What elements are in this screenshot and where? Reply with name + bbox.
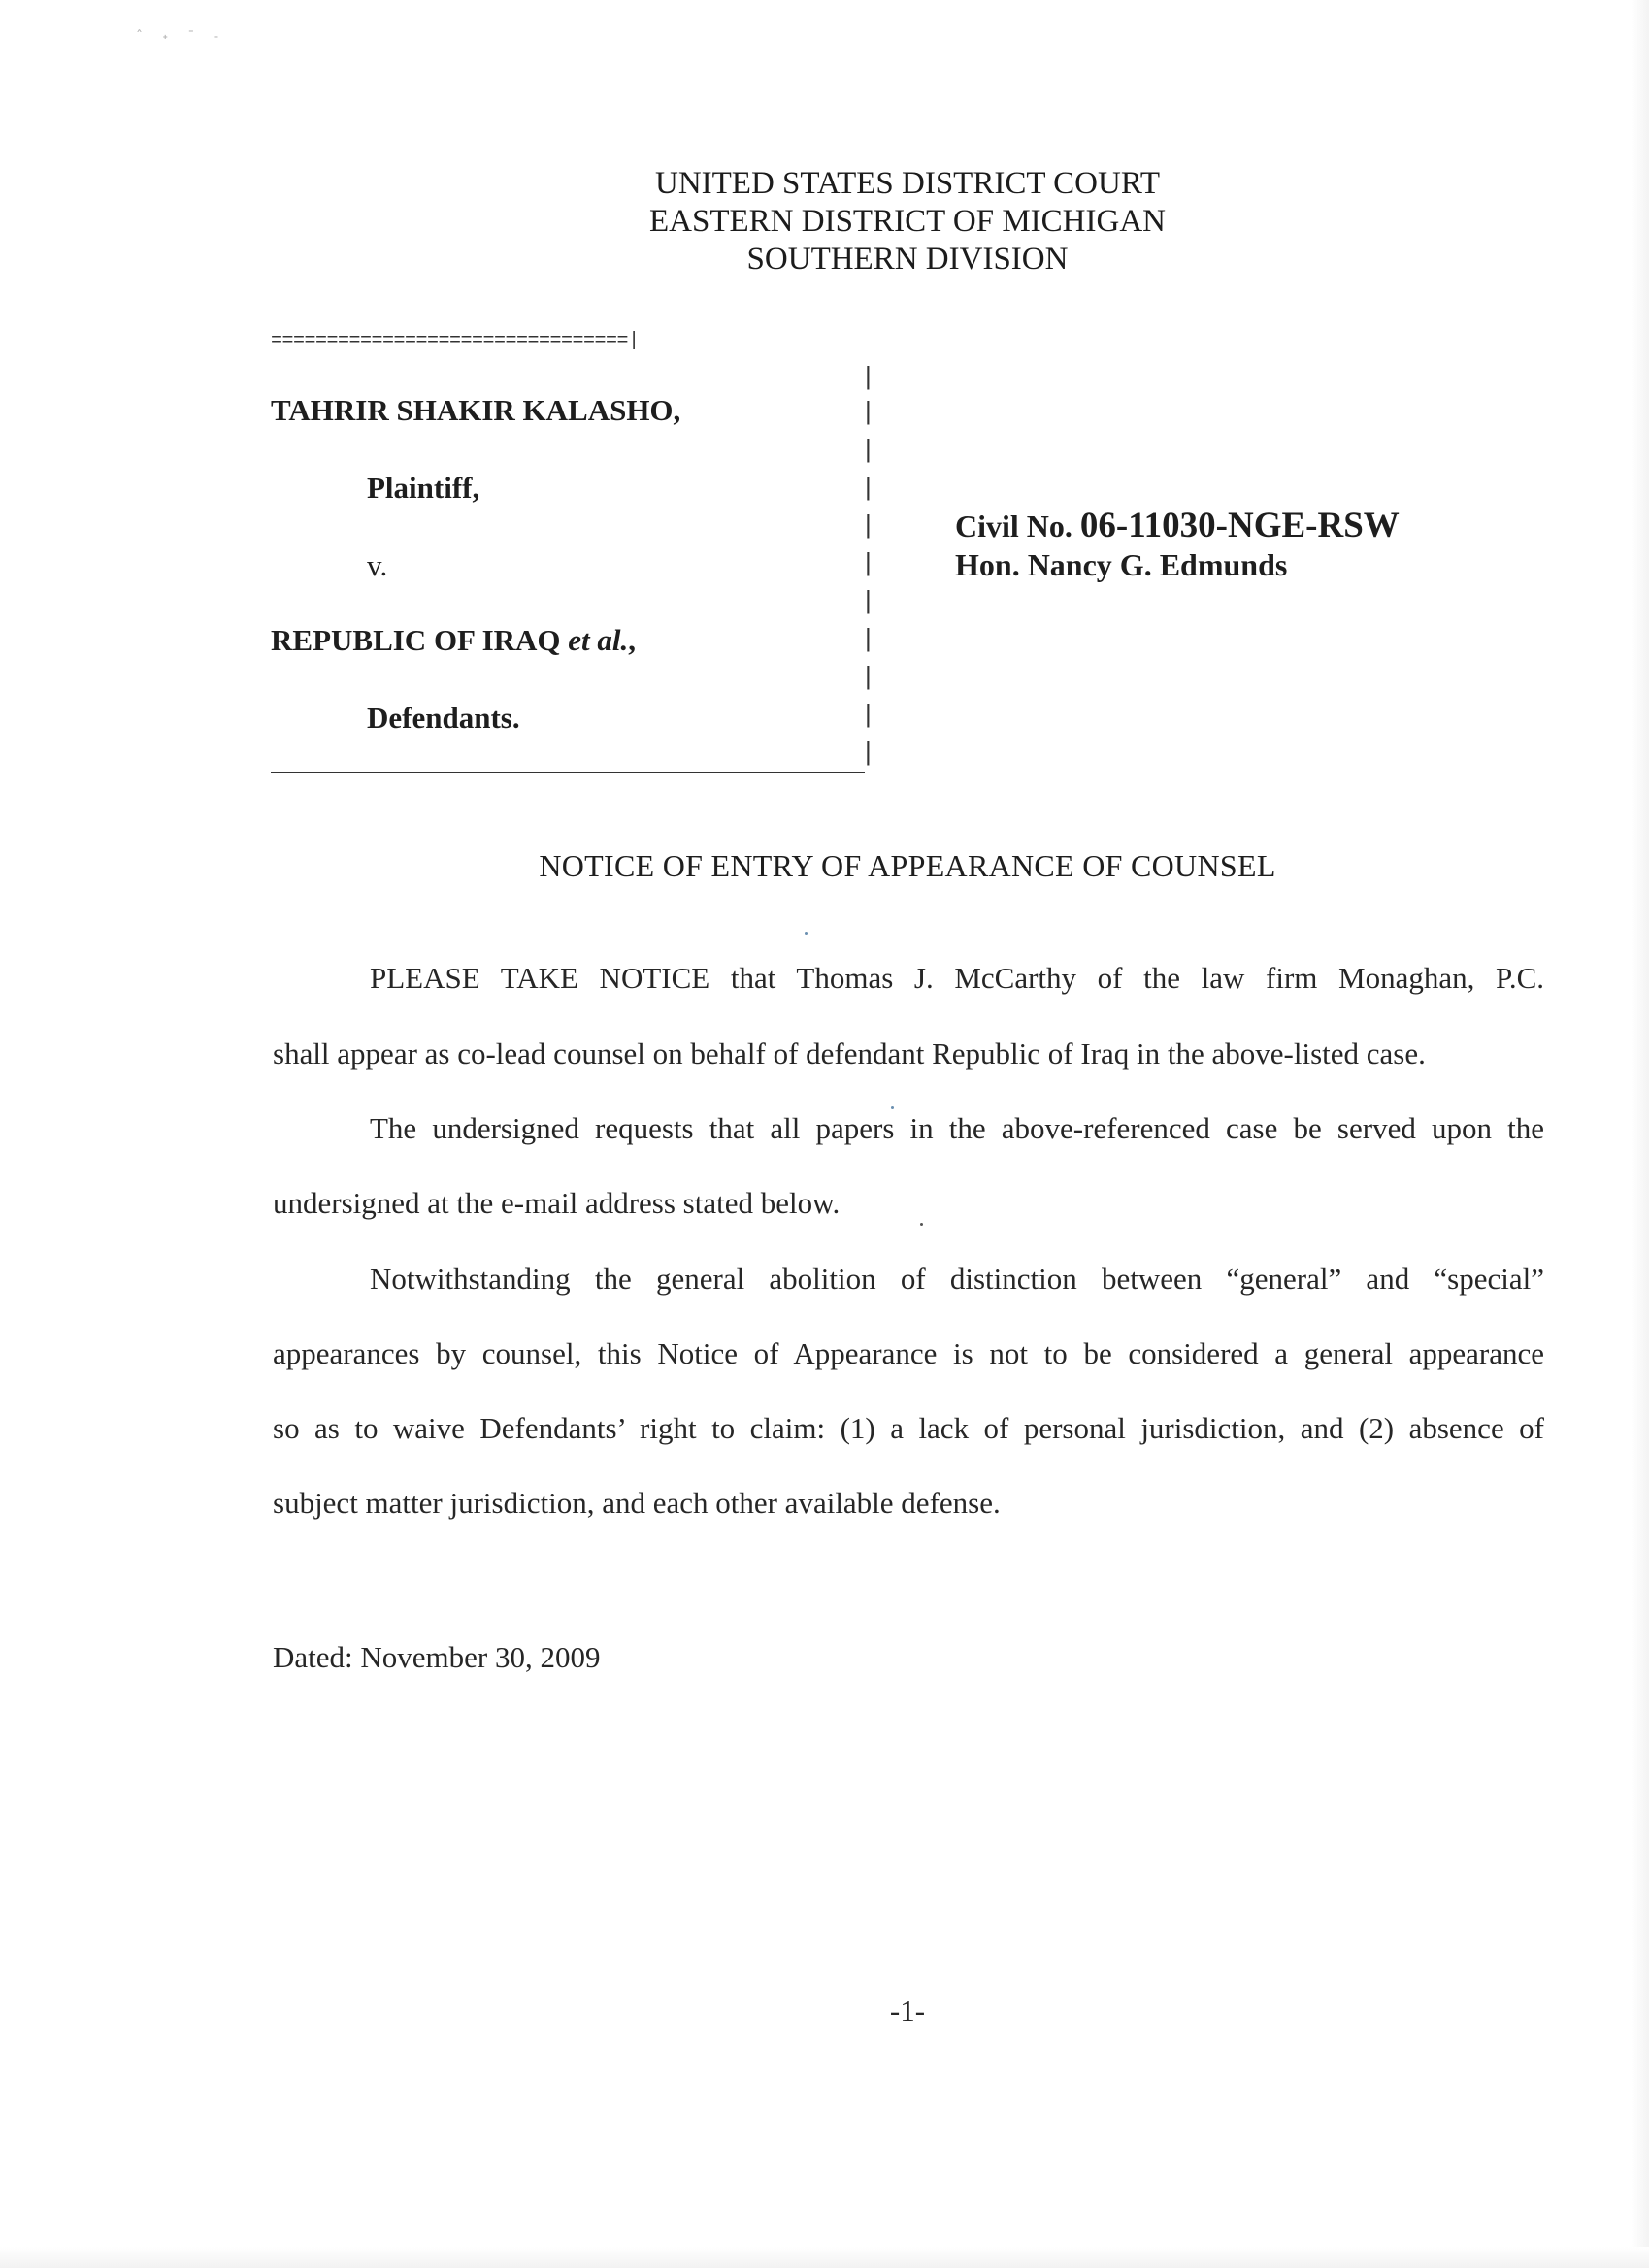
paragraph-3-line-2: appearances by counsel, this Notice of Appearance is not to be considered a general appearance xyxy=(273,1336,1544,1370)
civil-prefix: Civil No. xyxy=(955,509,1072,543)
caption-side-bar: | xyxy=(865,623,872,652)
caption-side-bar: | xyxy=(865,361,872,390)
caption-side-bar: | xyxy=(865,699,872,728)
court-header xyxy=(0,165,1649,279)
caption-side-bar: | xyxy=(865,472,872,501)
plaintiff-role: Plaintiff, xyxy=(367,471,480,505)
caption-top-rule: ================================| xyxy=(271,330,640,352)
civil-number-line xyxy=(955,507,1400,545)
caption-side-bar: | xyxy=(865,396,872,425)
paragraph-1-line-2: shall appear as co-lead counsel on behalf of defendant Republic of Iraq in the above-listed case. xyxy=(273,1036,1426,1070)
versus-label: v. xyxy=(367,548,388,582)
dated-line: Dated: November 30, 2009 xyxy=(273,1640,601,1674)
defendant-name-line xyxy=(271,623,636,658)
scan-speck xyxy=(805,932,808,935)
judge-name: Hon. Nancy G. Edmunds xyxy=(955,547,1288,582)
scan-speck xyxy=(891,1106,894,1109)
defendant-name: REPUBLIC OF IRAQ xyxy=(271,623,561,657)
court-name: UNITED STATES DISTRICT COURT xyxy=(654,166,1161,201)
defendant-comma: , xyxy=(628,623,637,657)
scan-speck xyxy=(920,1223,923,1226)
caption-side-bar: | xyxy=(865,509,872,539)
defendant-et-al: et al. xyxy=(568,623,629,657)
court-division: SOUTHERN DIVISION xyxy=(746,242,1069,277)
caption-side-bar: | xyxy=(865,585,872,614)
caption-bottom-rule xyxy=(271,772,865,773)
paragraph-3-line-1: Notwithstanding the general abolition of distinction between “general” and “special” xyxy=(370,1262,1544,1296)
defendant-role: Defendants. xyxy=(367,701,520,735)
paragraph-2-line-2: undersigned at the e-mail address stated below. xyxy=(273,1186,841,1220)
paragraph-3-line-4: subject matter jurisdiction, and each other available defense. xyxy=(273,1486,1001,1520)
paragraph-1-line-1: PLEASE TAKE NOTICE that Thomas J. McCarthy of the law firm Monaghan, P.C. xyxy=(370,961,1544,995)
caption-side-bar: | xyxy=(865,434,872,463)
plaintiff-name: TAHRIR SHAKIR KALASHO, xyxy=(271,393,681,427)
notice-title: NOTICE OF ENTRY OF APPEARANCE OF COUNSEL xyxy=(539,848,1276,883)
caption-side-bar: | xyxy=(865,661,872,690)
court-district: EASTERN DISTRICT OF MICHIGAN xyxy=(649,204,1166,239)
page-number: -1- xyxy=(889,1993,926,2027)
paragraph-3-line-3: so as to waive Defendants’ right to claim: (1) a lack of personal jurisdiction, and (2) absence of xyxy=(273,1411,1544,1445)
caption-side-bar: | xyxy=(865,547,872,576)
civil-number: 06-11030-NGE-RSW xyxy=(1079,506,1400,545)
paragraph-2-line-1: The undersigned requests that all papers in the above-referenced case be served upon the xyxy=(370,1111,1544,1145)
scan-edge-right xyxy=(1632,0,1649,2268)
caption-side-bar: | xyxy=(865,737,872,766)
scan-artifact-marks: ˆ ˖ ˉ ˗ xyxy=(136,29,227,45)
case-info xyxy=(955,507,1400,584)
scan-edge-bottom xyxy=(0,2247,1649,2268)
